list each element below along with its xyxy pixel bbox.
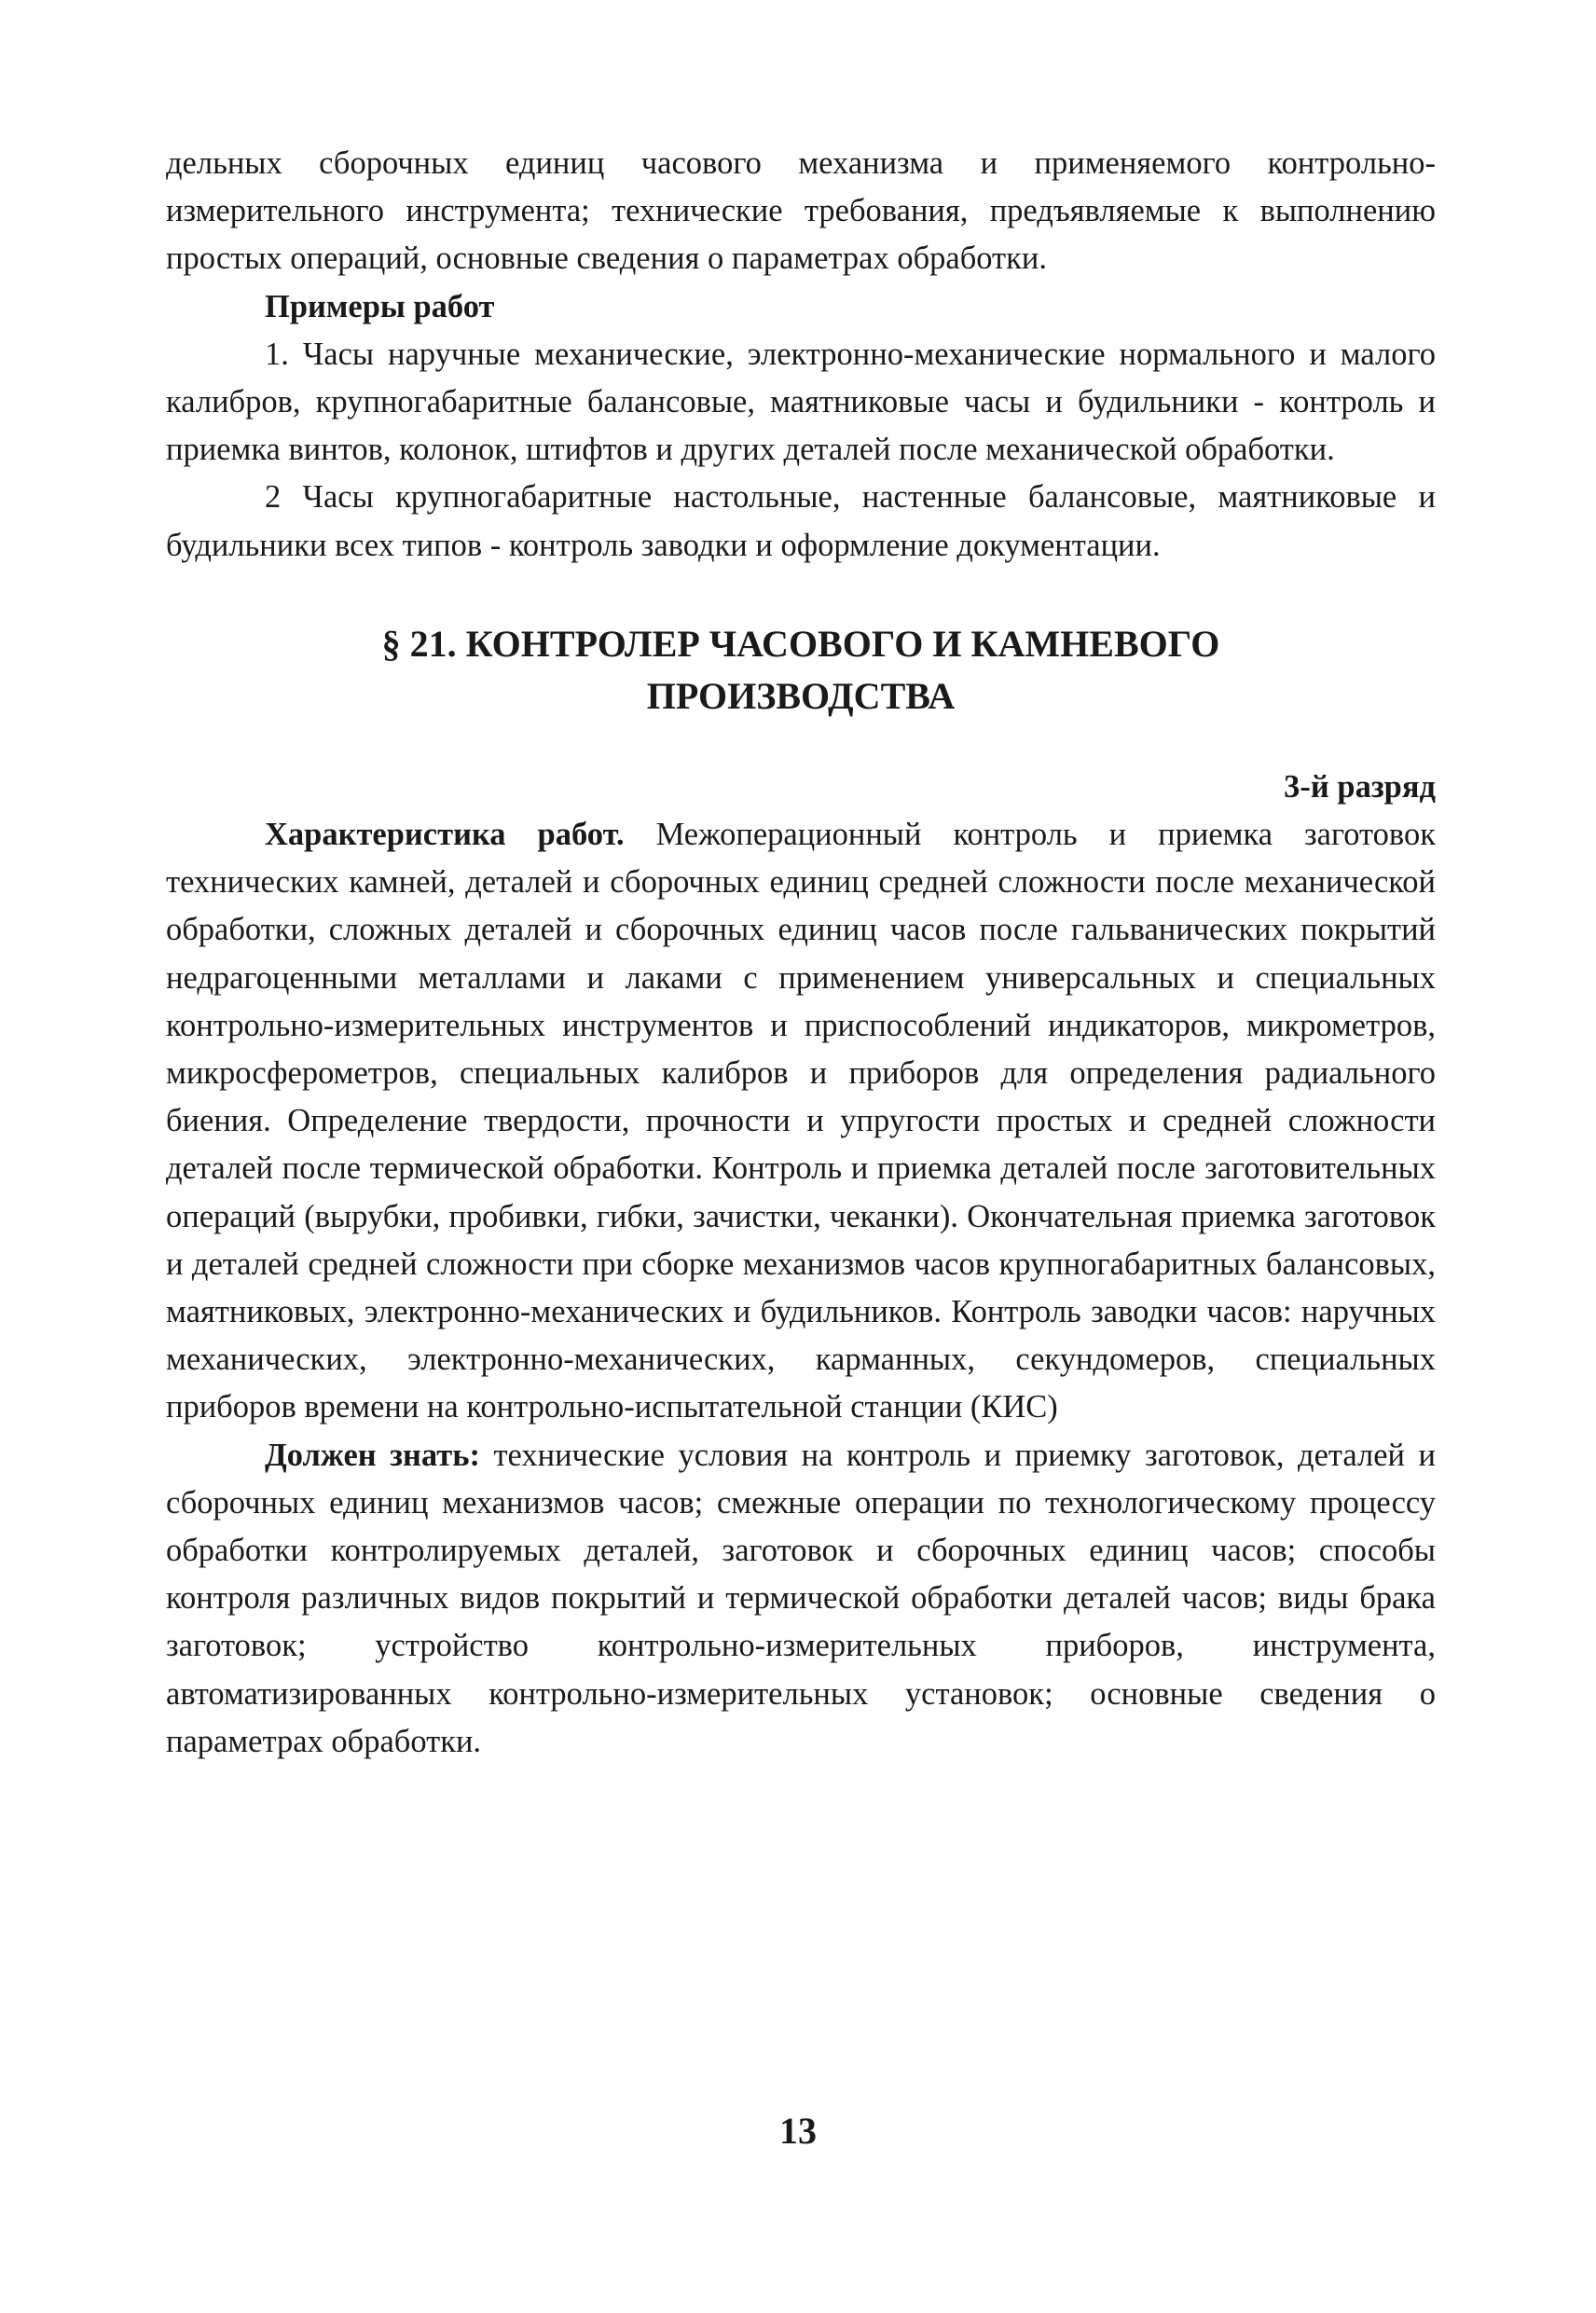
must-know-paragraph: [166, 1432, 1436, 1766]
top-paragraph: дельных сборочных единиц часового механизма и применяемого контрольно-измерительного инструмента; технические требования, предъявляемые к выполнению простых операций, основные сведения о параметрах обработки.: [166, 145, 1436, 277]
section-title-line-2: ПРОИЗВОДСТВА: [646, 674, 956, 717]
page-number: 13: [779, 2110, 817, 2152]
section-title-line-1: § 21. КОНТРОЛЕР ЧАСОВОГО И КАМНЕВОГО: [381, 622, 1220, 665]
work-characteristics-lead: Характеристика работ.: [265, 817, 625, 853]
section-title: [166, 618, 1436, 723]
must-know-text: технические условия на контроль и приемку заготовок, деталей и сборочных единиц механизмов часов; смежные операции по технологическому процессу обработки контролируемых деталей, заготовок и сборочных единиц часов; способы контроля различных видов покрытий и термической обработки деталей часов; виды брака заготовок; устройство контрольно-измерительных приборов, инструмента, автоматизированных контрольно-измерительных установок; основные сведения о параметрах обработки.: [166, 1437, 1436, 1759]
work-characteristics-text: Межоперационный контроль и приемка заготовок технических камней, деталей и сборочных единиц средней сложности после механической обработки, сложных деталей и сборочных единиц часов после гальванических покрытий недрагоценными металлами и лаками с применением универсальных и специальных контрольно-измерительных инструментов и приспособлений индикаторов, микрометров, микросферометров, специальных калибров и приборов для определения радиального биения. Определение твердости, прочности и упругости простых и средней сложности деталей после термической обработки. Контроль и приемка деталей после заготовительных операций (вырубки, пробивки, гибки, зачистки, чеканки). Окончательная приемка заготовок и деталей средней сложности при сборке механизмов часов крупногабаритных балансовых, маятниковых, электронно-механических и будильников. Контроль заводки часов: наручных механических, электронно-механических, карманных, секундомеров, специальных приборов времени на контрольно-испытательной станции (КИС): [166, 817, 1436, 1425]
examples-heading: Примеры работ: [265, 288, 495, 324]
must-know-lead: Должен знать:: [265, 1437, 480, 1473]
rank-label: 3-й разряд: [1284, 768, 1436, 805]
example-item-1: 1. Часы наручные механические, электронно-механические нормального и малого калибров, крупногабаритные балансовые, маятниковые часы и будильники - контроль и приемка винтов, колонок, штифтов и других деталей после механической обработки.: [166, 336, 1436, 468]
work-characteristics-paragraph: [166, 811, 1436, 1432]
example-item-2: 2 Часы крупногабаритные настольные, настенные балансовые, маятниковые и будильники всех типов - контроль заводки и оформление документации.: [166, 479, 1436, 563]
page-body: [166, 140, 1436, 1766]
